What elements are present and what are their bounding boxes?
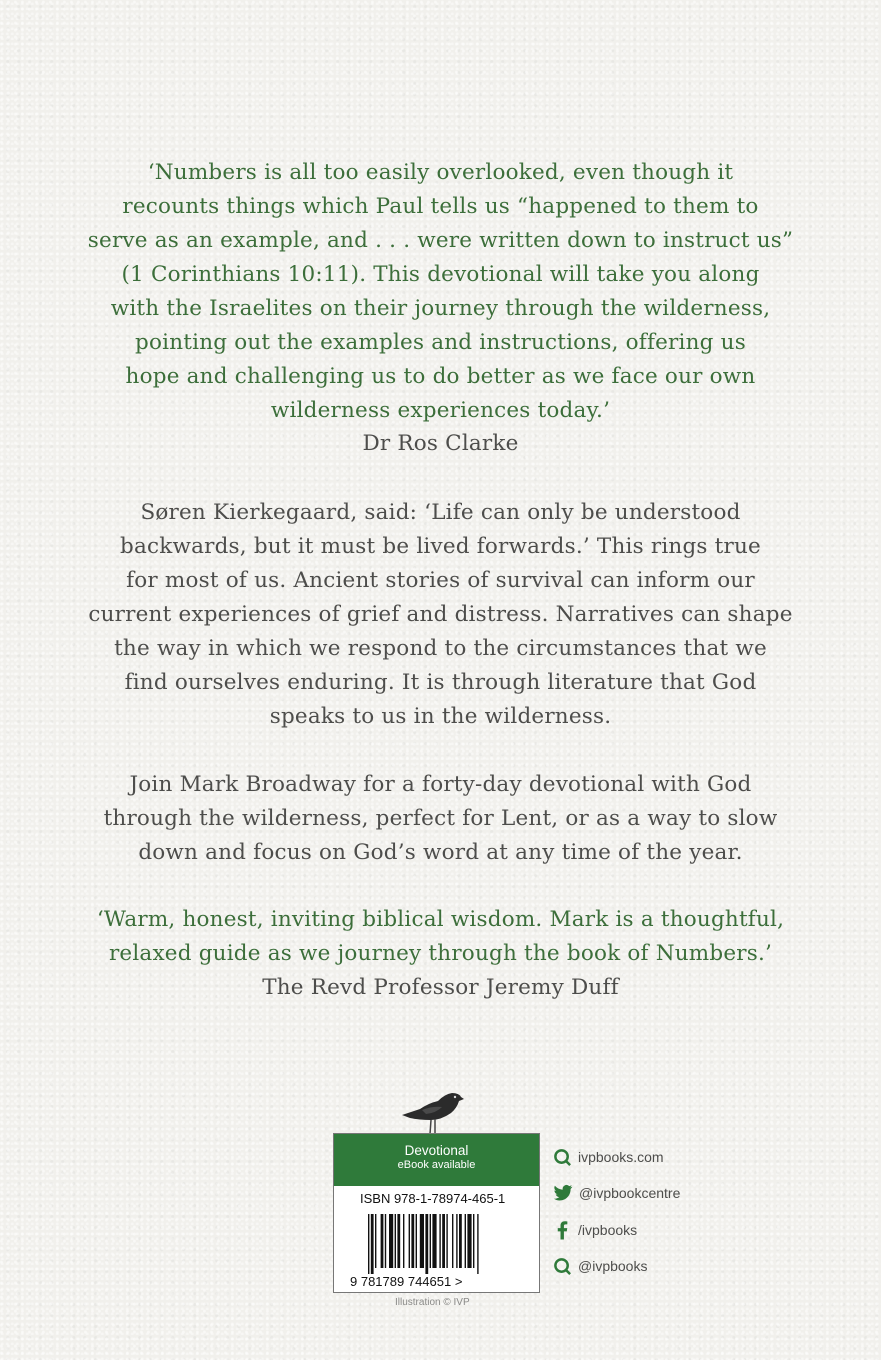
paragraph-line: speaks to us in the wilderness. [269,704,612,729]
paragraph-line: find ourselves enduring. It is through literature that God [124,670,757,695]
barcode-bar [385,1214,386,1268]
barcode-bar [420,1214,424,1268]
paragraph-line: backwards, but it must be lived forwards.’ This rings true [120,534,761,559]
barcode-bar [467,1214,471,1268]
barcode-bar [465,1214,466,1268]
paragraph-line: the way in which we respond to the circumstances that we [114,636,767,661]
barcode-bar [375,1214,376,1268]
barcode-bar [403,1214,404,1268]
barcode-bar [439,1214,440,1268]
social-label: /ivpbooks [578,1222,638,1238]
ebook-label: eBook available [397,1159,476,1171]
quote-line: pointing out the examples and instructions, offering us [135,330,746,355]
barcode-bar [381,1214,384,1268]
social-twitter[interactable] [553,1182,680,1204]
quote-author: Dr Ros Clarke [362,431,519,456]
blurb-paragraph [0,496,881,734]
quote-author: The Revd Professor Jeremy Duff [262,975,619,1000]
barcode-bar [425,1214,428,1274]
quote-line: hope and challenging us to do better as we face our own [125,364,756,389]
social-label: @ivpbookcentre [579,1185,681,1201]
blurb-paragraph [0,768,881,870]
isbn-text: ISBN 978-1-78974-465-1 [360,1191,506,1206]
ivp-logo-icon [553,1257,572,1276]
social-label: @ivpbooks [578,1258,648,1274]
barcode-bar [368,1214,369,1274]
barcode-bar [456,1214,457,1268]
social-facebook[interactable] [553,1219,637,1241]
barcode-bar [477,1214,478,1274]
social-instagram[interactable] [553,1255,647,1277]
barcode-bar [430,1214,431,1268]
barcode-bar [432,1214,436,1268]
quote-line: recounts things which Paul tells us “happened to them to [122,194,759,219]
quote-ros-clarke [0,156,881,428]
illustration-credit: Illustration © IVP [395,1297,470,1308]
barcode-bar [371,1214,374,1274]
paragraph-line: for most of us. Ancient stories of survival can inform our [126,568,755,593]
quote-line: ‘Numbers is all too easily overlooked, even though it [147,160,734,185]
quote-line: relaxed guide as we journey through the book of Numbers.’ [108,941,773,966]
quote-jeremy-duff [0,903,881,971]
barcode-bar [459,1214,462,1268]
category-label: Devotional [404,1143,469,1158]
category-band [334,1134,539,1186]
quote-line: with the Israelites on their journey through the wilderness, [110,296,771,321]
paragraph-line: through the wilderness, perfect for Lent, or as a way to slow [103,806,778,831]
barcode [334,1210,539,1290]
social-website[interactable] [553,1146,664,1168]
barcode-bar [395,1214,396,1268]
paragraph-line: down and focus on God’s word at any time of the year. [138,840,743,865]
paragraph-line: current experiences of grief and distress. Narratives can shape [88,602,793,627]
quote-line: serve as an example, and . . . were written down to instruct us” [87,228,794,253]
barcode-bar [446,1214,447,1268]
social-label: ivpbooks.com [578,1149,664,1165]
barcode-bar [409,1214,410,1268]
barcode-bar [397,1214,400,1268]
quote-line: (1 Corinthians 10:11). This devotional will take you along [121,262,760,287]
barcode-bar [442,1214,445,1268]
blackbird-illustration [400,1082,464,1138]
barcode-bar [411,1214,414,1268]
barcode-box [333,1133,540,1293]
paragraph-line: Søren Kierkegaard, said: ‘Life can only be understood [140,500,741,525]
quote-line: ‘Warm, honest, inviting biblical wisdom. Mark is a thoughtful, [96,907,785,932]
facebook-icon [553,1220,572,1240]
barcode-bar [389,1214,393,1268]
barcode-bar [473,1214,474,1268]
quote-line: wilderness experiences today.’ [270,398,611,423]
paragraph-line: Join Mark Broadway for a forty-day devotional with God [129,772,752,797]
ivp-logo-icon [553,1148,572,1167]
barcode-bar [416,1214,417,1268]
barcode-digits: 9 781789 744651 > [350,1274,463,1289]
barcode-bar [452,1214,453,1268]
twitter-icon [553,1184,573,1202]
